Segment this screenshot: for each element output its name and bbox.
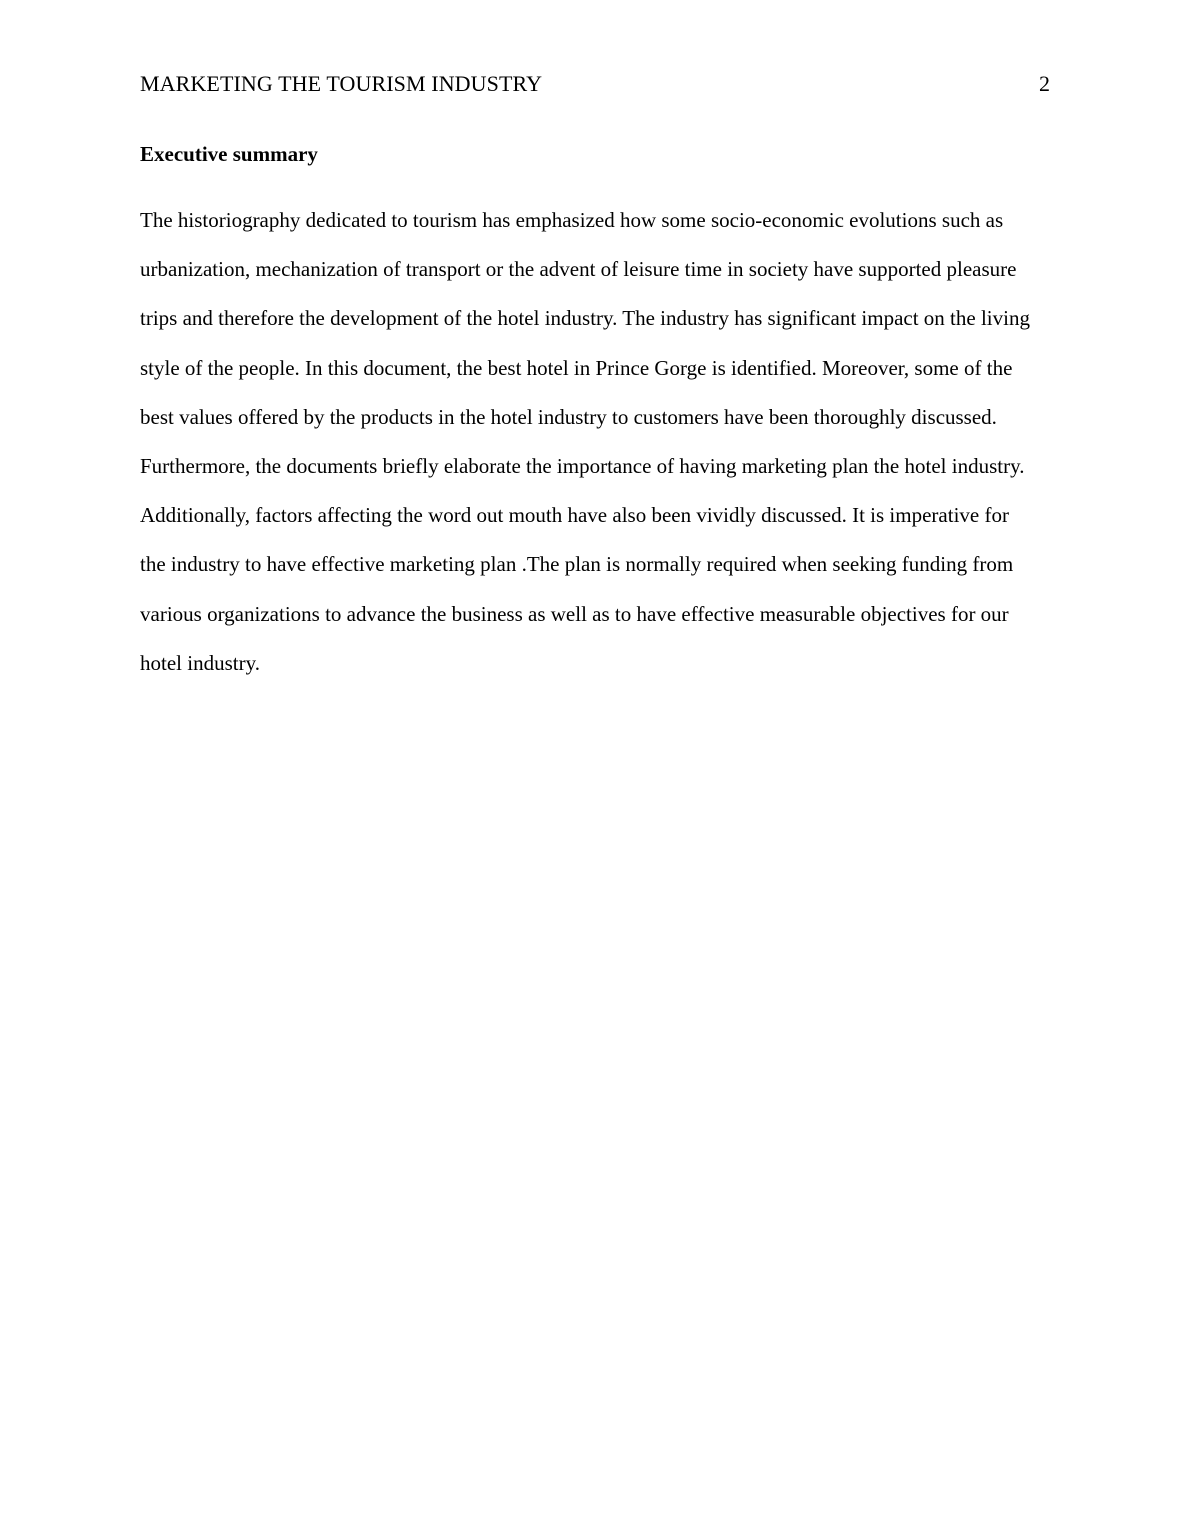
- paragraph-line: hotel industry.: [140, 650, 260, 675]
- paragraph-line: style of the people. In this document, the best hotel in Prince Gorge is identified. Moreover, some of the: [140, 355, 1013, 380]
- body-paragraph: [140, 196, 1050, 688]
- paragraph-line: trips and therefore the development of the hotel industry. The industry has significant impact on the living: [140, 306, 1030, 331]
- paragraph-line: The historiography dedicated to tourism has emphasized how some socio-economic evolutions such as: [140, 208, 1004, 232]
- paragraph-line: Furthermore, the documents briefly elaborate the importance of having marketing plan the hotel industry.: [140, 453, 1025, 478]
- paragraph-line: Additionally, factors affecting the word out mouth have also been vividly discussed. It is imperative for: [140, 503, 1009, 528]
- paragraph-line: best values offered by the products in the hotel industry to customers have been thoroughly discussed.: [140, 404, 997, 429]
- running-head: MARKETING THE TOURISM INDUSTRY: [140, 71, 543, 96]
- section-heading: Executive summary: [140, 142, 318, 166]
- page-number: 2: [1039, 71, 1050, 96]
- paragraph-line: various organizations to advance the business as well as to have effective measurable objectives for our: [140, 601, 1009, 626]
- paragraph-line: urbanization, mechanization of transport or the advent of leisure time in society have supported pleasure: [140, 257, 1017, 282]
- paragraph-line: the industry to have effective marketing plan .The plan is normally required when seeking funding from: [140, 552, 1014, 577]
